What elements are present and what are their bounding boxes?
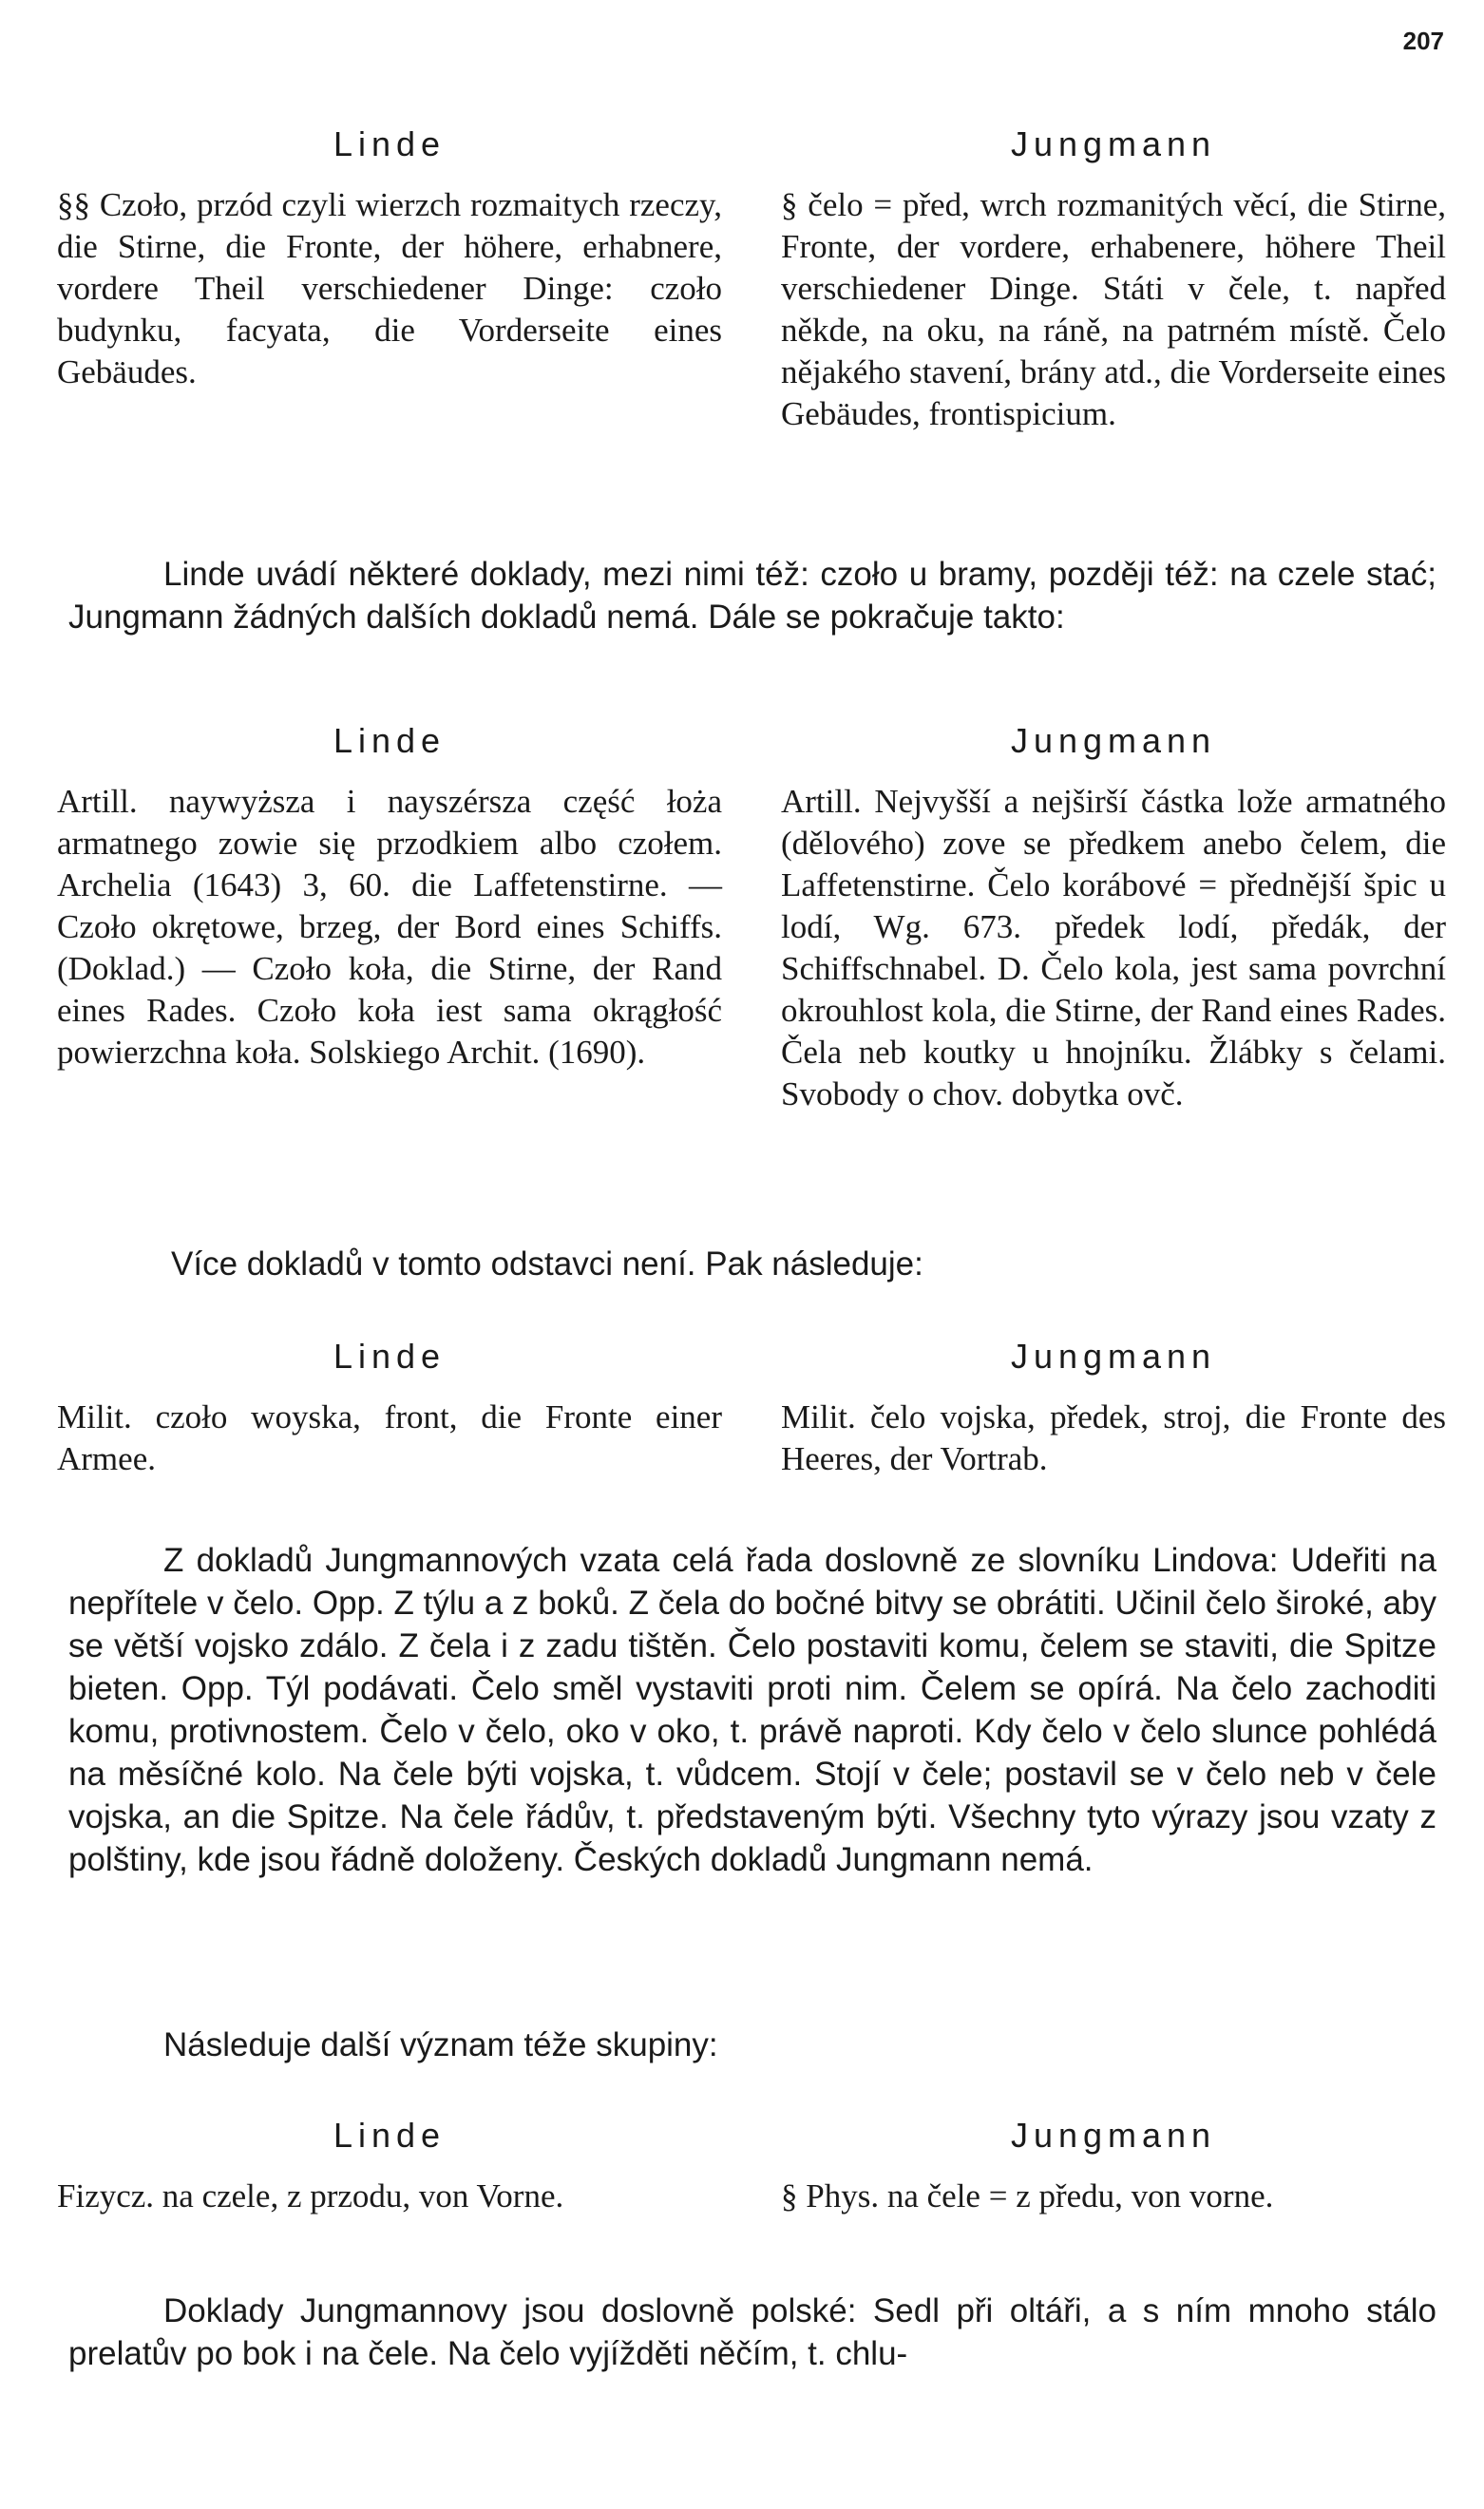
jungmann-header: Jungmann bbox=[1010, 721, 1217, 760]
linde-column bbox=[57, 124, 722, 393]
paragraph-1 bbox=[68, 553, 1436, 638]
jungmann-entry: Milit. čelo vojska, předek, stroj, die Fronte des Heeres, der Vortrab. bbox=[781, 1398, 1446, 1477]
jungmann-column bbox=[781, 2115, 1446, 2217]
paragraph-4-text: Následuje další význam téže skupiny: bbox=[163, 2026, 718, 2063]
paragraph-5 bbox=[68, 2290, 1436, 2375]
paragraph-3-text: Z dokladů Jungmannových vzata celá řada doslovně ze slovníku Lindova: Udeřiti na nepřítele v čelo. Opp. Z týlu a z boků. Z čela do bočné bitvy se obrátiti. Učinil čelo široké, aby se větší vojsko zdálo. Z čela i z zadu tištěn. Čelo postaviti komu, čelem se staviti, die Spitze bieten. Opp. Týl podávati. Čelo směl vystaviti proti nim. Čelem se opírá. Na čelo zachoditi komu, protivnostem. Čelo v čelo, oko v oko, t. právě naproti. Kdy čelo v čelo slunce pohlédá na měsíčné kolo. Na čele býti vojska, t. vůdcem. Stojí v čele; postavil se v čelo neb v čele vojska, an die Spitze. Na čele řádův, t. představeným býti. Všechny tyto výrazy jsou vzaty z polštiny, kde jsou řádně doloženy. Českých dokladů Jungmann nemá. bbox=[68, 1542, 1436, 1878]
paragraph-2-text: Více dokladů v tomto odstavci není. Pak následuje: bbox=[171, 1245, 923, 1283]
jungmann-entry: Artill. Nejvyšší a nejširší částka lože armatného (dělového) zove se předkem anebo čelem, die Laffetenstirne. Čelo korábové = přednější špic u lodí, Wg. 673. předek lodí, předák, der Schiffschnabel. D. Čelo kola, jest sama povrchní okrouhlost kola, die Stirne, der Rand eines Rades. Čela neb koutky u hnojníku. Žlábky s čelami. Svobody o chov. dobytka ovč. bbox=[781, 783, 1446, 1112]
linde-header: Linde bbox=[333, 1337, 447, 1376]
jungmann-header: Jungmann bbox=[1010, 124, 1217, 163]
page-number: 207 bbox=[1402, 27, 1444, 55]
linde-header: Linde bbox=[333, 721, 447, 760]
linde-column bbox=[57, 720, 722, 1074]
linde-header: Linde bbox=[333, 124, 447, 163]
jungmann-column bbox=[781, 1336, 1446, 1480]
jungmann-column bbox=[781, 124, 1446, 435]
jungmann-header: Jungmann bbox=[1010, 2116, 1217, 2155]
paragraph-4 bbox=[68, 2024, 1436, 2066]
linde-entry: Artill. naywyższa i nayszérsza część łoża armatnego zowie się przodkiem albo czołem. Archelia (1643) 3, 60. die Laffetenstirne. — Czoło okrętowe, brzeg, der Bord eines Schiffs. (Doklad.) — Czoło koła, die Stirne, der Rand eines Rades. Czoło koła iest sama okrągłość powierzchna koła. Solskiego Archit. (1690). bbox=[57, 783, 722, 1071]
paragraph-3 bbox=[68, 1539, 1436, 1881]
linde-entry: Fizycz. na czele, z przodu, von Vorne. bbox=[57, 2177, 564, 2214]
jungmann-entry: § čelo = před, wrch rozmanitých věcí, die Stirne, Fronte, der vordere, erhabenere, höhere Theil verschiedener Dinge. Státi v čele, t. napřed někde, na oku, na ráně, na patrném místě. Čelo nějakého stavení, brány atd., die Vorderseite eines Gebäudes, frontispicium. bbox=[781, 186, 1446, 432]
paragraph-2 bbox=[68, 1243, 1436, 1285]
jungmann-entry: § Phys. na čele = z předu, von vorne. bbox=[781, 2177, 1274, 2214]
linde-entry: Milit. czoło woyska, front, die Fronte einer Armee. bbox=[57, 1398, 722, 1477]
paragraph-5-text: Doklady Jungmannovy jsou doslovně polské: Sedl při oltáři, a s ním mnoho stálo prelatův po bok i na čele. Na čelo vyjížděti něčím, t. chlu- bbox=[68, 2292, 1436, 2372]
paragraph-1-text: Linde uvádí některé doklady, mezi nimi též: czoło u bramy, později též: na czele stać; Jungmann žádných dalších dokladů nemá. Dále se pokračuje takto: bbox=[68, 556, 1436, 636]
linde-column bbox=[57, 2115, 722, 2217]
jungmann-column bbox=[781, 720, 1446, 1115]
linde-column bbox=[57, 1336, 722, 1480]
linde-header: Linde bbox=[333, 2116, 447, 2155]
jungmann-header: Jungmann bbox=[1010, 1337, 1217, 1376]
linde-entry: §§ Czoło, przód czyli wierzch rozmaitych rzeczy, die Stirne, die Fronte, der höhere, erhabnere, vordere Theil verschiedener Dinge: czoło budynku, facyata, die Vorderseite eines Gebäudes. bbox=[57, 186, 722, 390]
